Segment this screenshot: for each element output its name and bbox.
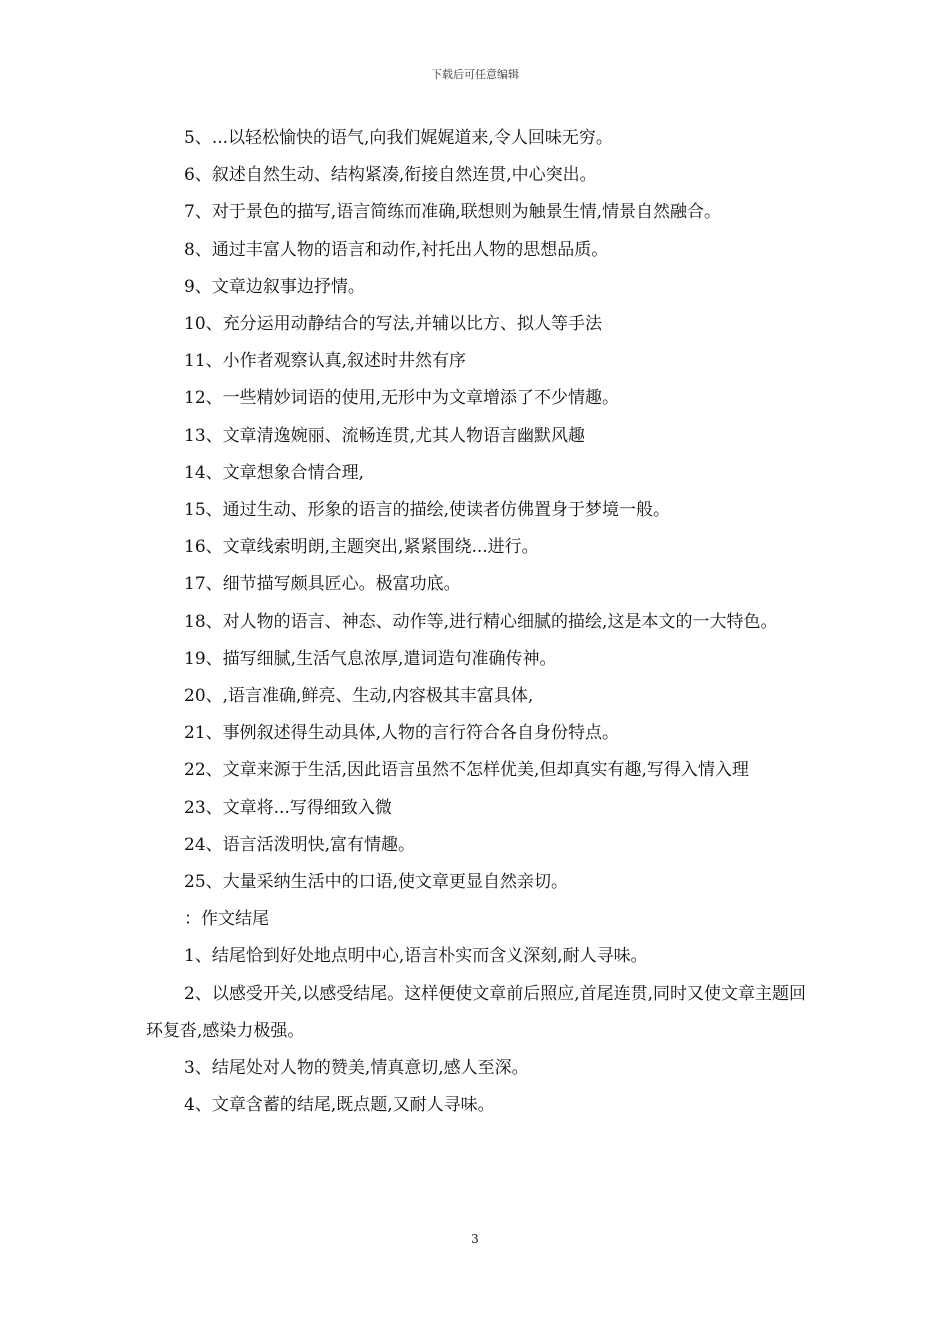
paragraph: 24、语言活泼明快,富有情趣。 [184, 834, 416, 855]
paragraph: 23、文章将...写得细致入微 [184, 797, 392, 818]
paragraph: 20、,语言准确,鲜亮、生动,内容极其丰富具体, [184, 686, 534, 707]
paragraph: 21、事例叙述得生动具体,人物的言行符合各自身份特点。 [184, 723, 620, 744]
page-header: 下载后可任意编辑 [431, 68, 519, 81]
paragraph: 4、文章含蓄的结尾,既点题,又耐人寻味。 [184, 1095, 495, 1116]
paragraph: 15、通过生动、形象的语言的描绘,使读者仿佛置身于梦境一般。 [184, 500, 671, 521]
paragraph: 10、充分运用动静结合的写法,并辅以比方、拟人等手法 [184, 314, 603, 335]
paragraph: 7、对于景色的描写,语言简练而准确,联想则为触景生情,情景自然融合。 [184, 202, 722, 223]
paragraph: 12、一些精妙词语的使用,无形中为文章增添了不少情趣。 [184, 388, 620, 409]
paragraph: 14、文章想象合情合理, [184, 462, 365, 483]
paragraph: 18、对人物的语言、神态、动作等,进行精心细腻的描绘,这是本文的一大特色。 [184, 611, 778, 632]
paragraph: 8、通过丰富人物的语言和动作,衬托出人物的思想品质。 [184, 239, 609, 260]
paragraph: 5、...以轻松愉快的语气,向我们娓娓道来,令人回味无穷。 [184, 128, 613, 148]
paragraph: 3、结尾处对人物的赞美,情真意切,感人至深。 [184, 1058, 529, 1079]
paragraph: 17、细节描写颇具匠心。极富功底。 [184, 574, 461, 595]
paragraph: 19、描写细腻,生活气息浓厚,遣词造句准确传神。 [184, 648, 557, 669]
paragraph: 11、小作者观察认真,叙述时井然有序 [184, 351, 467, 372]
page-number: 3 [471, 1232, 479, 1246]
paragraph: 6、叙述自然生动、结构紧凑,衔接自然连贯,中心突出。 [184, 165, 597, 186]
paragraph: 9、文章边叙事边抒情。 [184, 276, 365, 297]
paragraph: 2、以感受开关,以感受结尾。这样便使文章前后照应,首尾连贯,同时又使文章主题回环复沓,感染力极强。 [146, 983, 807, 1041]
document-body [146, 120, 810, 1124]
paragraph: 22、文章来源于生活,因此语言虽然不怎样优美,但却真实有趣,写得入情入理 [184, 760, 749, 781]
paragraph: 25、大量采纳生活中的口语,使文章更显自然亲切。 [184, 872, 569, 893]
paragraph: 1、结尾恰到好处地点明中心,语言朴实而含义深刻,耐人寻味。 [184, 946, 648, 967]
paragraph: 16、文章线索明朗,主题突出,紧紧围绕...进行。 [184, 537, 539, 558]
section-heading: ：作文结尾 [184, 909, 269, 930]
paragraph: 13、文章清逸婉丽、流畅连贯,尤其人物语言幽默风趣 [184, 425, 586, 446]
